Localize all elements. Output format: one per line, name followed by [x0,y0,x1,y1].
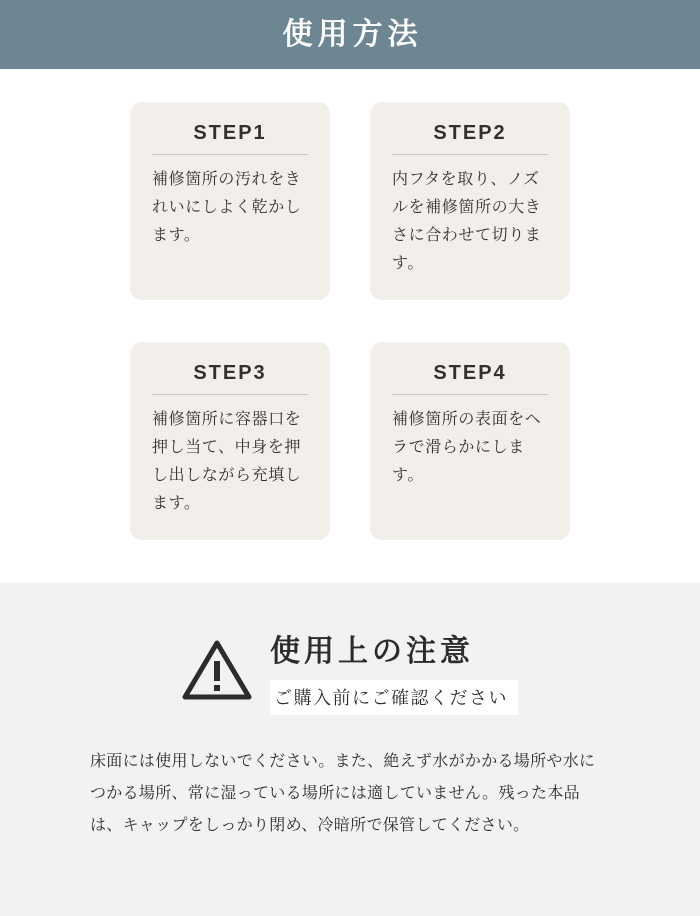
steps-section [0,69,700,540]
step-card-3 [130,342,330,540]
caution-title: 使用上の注意 [270,635,474,668]
caution-body-text: 床面には使用しないでください。また、絶えず水がかかる場所や水につかる場所、常に湿っている場所には適していません。残った本品は、キャップをしっかり閉め、冷暗所で保管してください。 [90,753,596,834]
caution-section [0,583,700,916]
caution-subtitle: ご購入前にご確認ください [270,680,518,715]
caution-title-block [270,635,518,715]
step-card-1 [130,102,330,300]
step-title: STEP1 [152,122,308,155]
step-body: 補修箇所に容器口を押し当て、中身を押し出しながら充填します。 [152,411,302,512]
step-card-2 [370,102,570,300]
step-title: STEP4 [392,362,548,395]
step-body: 内フタを取り、ノズルを補修箇所の大きさに合わせて切ります。 [392,171,542,272]
steps-grid [130,102,570,540]
caution-header [0,635,700,715]
step-body: 補修箇所の表面をヘラで滑らかにします。 [392,411,542,484]
header-band [0,0,700,69]
step-body: 補修箇所の汚れをきれいにしよく乾かします。 [152,171,302,244]
step-card-4 [370,342,570,540]
step-title: STEP2 [392,122,548,155]
warning-triangle-icon [182,639,252,701]
step-title: STEP3 [152,362,308,395]
page-title: 使用方法 [282,17,423,51]
